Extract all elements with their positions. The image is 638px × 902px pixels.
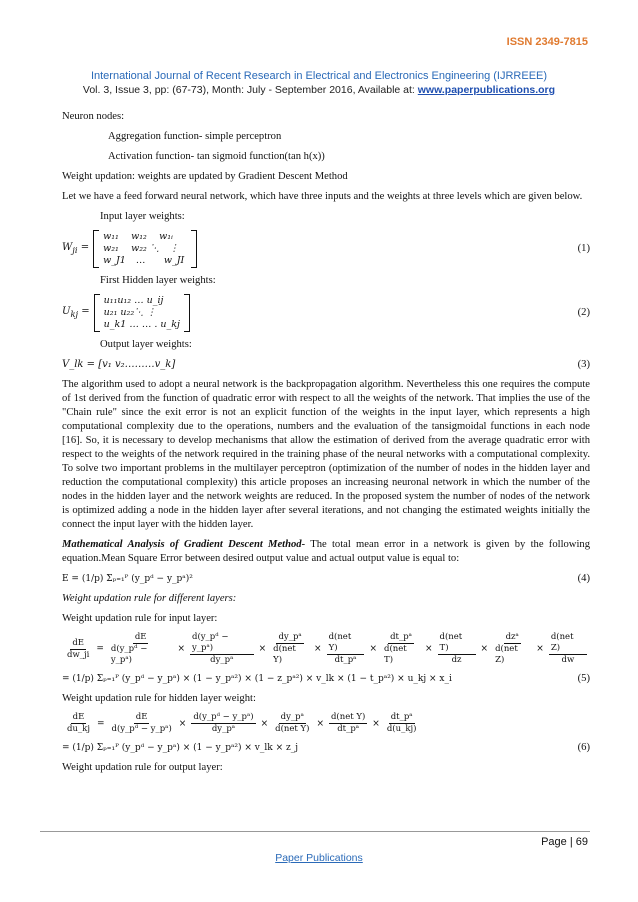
- output-weights-label: Output layer weights:: [100, 339, 192, 350]
- eq5-chain-equals: =: [96, 644, 104, 654]
- eq1-matrix-cell: w₁₂: [131, 231, 147, 242]
- eq6-text: = (1/p) Σₚ₌₁ᴾ (y_pᵈ − y_pᵃ) × (1 − y_pᵃ²) × v_lk × z_j: [62, 743, 299, 753]
- eq2-matrix-row: [104, 319, 180, 331]
- eq2-lhs: $U_{kj}$ =: [62, 306, 90, 319]
- intro-paragraph: Let we have a feed forward neural network, which have three inputs and the weights at three levels which are given below.: [62, 191, 583, 202]
- eq1-lhs: $W_{ji}$ =: [62, 242, 90, 255]
- eq5-chain-times: ×: [369, 644, 378, 654]
- input-rule-label: Weight updation rule for input layer:: [62, 613, 218, 624]
- eq2-matrix-cell: u_k1 … … . u_kj: [103, 319, 180, 330]
- main-paragraph: The algorithm used to adopt a neural network is the backpropagation algorithm. Nevertheless this one requires the compute of 1st derived from the function of quadratic error with respect to all the weights of the network. That implies the use of the "Chain rule" since the exit error is not an explicit function of the weights in the input layer, which represents a high computational complexity due to the operations, numbers and the evaluation of the tansigmoidal functions in each node [16]. So, it is necessary to develop mechanisms that allow the estimation of derived from the average quadratic error with respect to the weights of the network required in the training phase of the neural networks with a computational complexity. To solve two important problems in the multilayer perceptron (optimization of the number of nodes in the hidden layer and reduction the computational complexity) this article proposes an increasing neuronal network in which the number of the nodes in the hidden layer and the network weights are reduced. In the proposed system the number of nodes of the network is optimized adding a node in the hidden layer after several iterations, and not changing the estimated weights initially the connect the input layer with the hidden layer.: [62, 379, 590, 530]
- eq2-matrix-cell: u₂₁ u₂₂⋱ ⋮: [103, 307, 157, 318]
- eq2-matrix: [94, 294, 190, 332]
- eq1-matrix-row: [103, 243, 187, 255]
- equation-2: [62, 294, 590, 332]
- footer-divider: [40, 831, 590, 832]
- eq5-chain-fraction: $\frac{\text{d(y\_pᵈ − y\_pᵃ)}}{\text{dy\_pᵃ}}$: [190, 632, 254, 666]
- eq6-chain-times: ×: [260, 718, 269, 729]
- eq3-text: V_lk = [v₁ v₂………v_k]: [62, 359, 176, 370]
- eq1-matrix-row: [103, 231, 187, 243]
- publisher-link[interactable]: Paper Publications: [275, 852, 363, 864]
- eq5-chain-fraction: $\frac{\text{d(net Z)}}{dw}$: [549, 632, 587, 666]
- aggregation-function: Aggregation function- simple perceptron: [108, 131, 282, 142]
- different-layers-heading: Weight updation rule for different layers:: [62, 593, 237, 604]
- eq1-matrix-cell: …: [135, 255, 146, 266]
- journal-url-link[interactable]: www.paperpublications.org: [417, 84, 556, 96]
- eq1-matrix-row: [103, 255, 187, 267]
- hidden-rule-label: Weight updation rule for hidden layer weight:: [62, 693, 256, 704]
- eq1-matrix-cell: w_JI: [163, 255, 185, 266]
- eq1-matrix-cell: w₁₁: [103, 231, 119, 242]
- eq1-matrix: [93, 230, 197, 268]
- math-analysis-heading: Mathematical Analysis of Gradient Descent Method-: [62, 539, 306, 550]
- eq2-matrix-row: [104, 307, 180, 319]
- eq6-number: (6): [577, 742, 590, 753]
- eq5-chain-times: ×: [177, 644, 185, 654]
- eq1-matrix-cell: w₂₂ ⋱: [131, 243, 160, 254]
- equation-6-chain: [62, 712, 590, 735]
- eq5-chain-fraction: $\frac{\text{dt\_pᵃ}}{\text{d(net T)}}$: [384, 632, 412, 665]
- eq1-matrix-cell: w₂₁: [103, 243, 119, 254]
- eq5-chain-times: ×: [425, 644, 433, 654]
- eq5-chain-times: ×: [480, 644, 489, 654]
- page-body: [62, 110, 590, 781]
- eq5-number: (5): [577, 673, 590, 684]
- eq5-chain-fraction: $\frac{\text{d(net T)}}{dz}$: [438, 632, 476, 666]
- eq6-chain-fraction: $\frac{\text{d(net Y)}}{\text{dt\_pᵃ}}$: [330, 712, 366, 734]
- eq6-chain-fraction: $\frac{dE}{du\_kj}$: [67, 712, 90, 734]
- eq6-chain-equals: =: [96, 718, 105, 729]
- math-analysis-paragraph: [62, 538, 590, 566]
- output-rule-label: Weight updation rule for output layer:: [62, 762, 223, 773]
- eq5-chain-fraction: $\frac{\text{d(net Y)}}{\text{dt\_pᵃ}}$: [327, 632, 365, 666]
- issn-label: ISSN 2349-7815: [506, 36, 588, 48]
- volume-text: Vol. 3, Issue 3, pp: (67-73), Month: July - September 2016, Available at:: [82, 84, 418, 96]
- input-weights-label: Input layer weights:: [100, 211, 185, 222]
- equation-3: [62, 358, 590, 372]
- equation-5-chain: [62, 632, 590, 666]
- eq1-matrix-cell: w_J1: [103, 255, 126, 266]
- eq5-text: = (1/p) Σₚ₌₁ᴾ (y_pᵈ − y_pᵃ) × (1 − y_pᵃ²) × (1 − z_pᵃ²) × v_lk × (1 − t_pᵃ²) × u_kj × x_i: [62, 674, 452, 684]
- weight-updation-line: Weight updation: weights are updated by Gradient Descent Method: [62, 171, 348, 182]
- equation-4: [62, 572, 590, 586]
- activation-function: Activation function- tan sigmoid function(tan h(x)): [108, 151, 325, 162]
- equation-1: [62, 230, 590, 268]
- eq1-matrix-cell: w₁ᵢ: [159, 231, 173, 242]
- hidden-weights-label: First Hidden layer weights:: [100, 275, 216, 286]
- volume-line: [0, 84, 638, 96]
- eq2-matrix-cell: u₁₁u₁₂ … u_ij: [103, 295, 164, 306]
- eq2-number: (2): [577, 307, 590, 318]
- neuron-nodes-label: Neuron nodes:: [62, 111, 125, 122]
- page-number: Page | 69: [541, 836, 588, 848]
- eq6-chain-fraction: $\frac{\text{dy\_pᵃ}}{\text{d(net Y)}}$: [275, 712, 310, 734]
- eq4-text: E = (1/p) Σₚ₌₁ᴾ (y_pᵈ − y_pᵃ)²: [62, 574, 193, 584]
- eq6-chain-times: ×: [178, 718, 187, 729]
- math-analysis-text: The total mean error in a network is given by the following equation.Mean Square Error between desired output value and actual output value is equal to:: [62, 539, 590, 564]
- eq5-chain-fraction: $\frac{dE}{\text{d(y\_pᵈ − y\_pᵃ)}}$: [110, 632, 148, 665]
- eq5-chain-times: ×: [536, 644, 544, 654]
- eq5-chain-fraction: $\frac{\text{dzᵃ}}{\text{d(net Z)}}$: [495, 632, 519, 665]
- equation-5: [62, 672, 590, 686]
- journal-title: International Journal of Recent Research in Electrical and Electronics Engineering (IJRREEE): [90, 70, 548, 82]
- eq6-chain-fraction: $\frac{dE}{\text{d(y\_pᵈ − y\_pᵃ)}}$: [111, 712, 172, 734]
- eq1-number: (1): [577, 243, 590, 254]
- eq1-matrix-cell: ⋮: [169, 243, 179, 254]
- eq5-chain-times: ×: [258, 644, 267, 654]
- eq5-chain-times: ×: [314, 644, 322, 654]
- eq6-chain-fraction: $\frac{\text{d(y\_pᵈ − y\_pᵃ)}}{\text{dy\_pᵃ}}$: [193, 712, 254, 734]
- eq4-number: (4): [577, 573, 590, 584]
- eq6-chain-times: ×: [316, 718, 324, 729]
- eq6-chain-fraction: $\frac{\text{dt\_pᵃ}}{d(u\_kj)}$: [386, 712, 417, 734]
- equation-6: [62, 741, 590, 755]
- eq3-number: (3): [577, 359, 590, 370]
- eq6-chain-times: ×: [372, 718, 380, 729]
- eq2-matrix-row: [104, 295, 180, 307]
- eq5-chain-fraction: $\frac{dE}{dw\_ji}$: [67, 637, 90, 660]
- eq5-chain-fraction: $\frac{\text{dy\_pᵃ}}{\text{d(net Y)}}$: [273, 632, 302, 665]
